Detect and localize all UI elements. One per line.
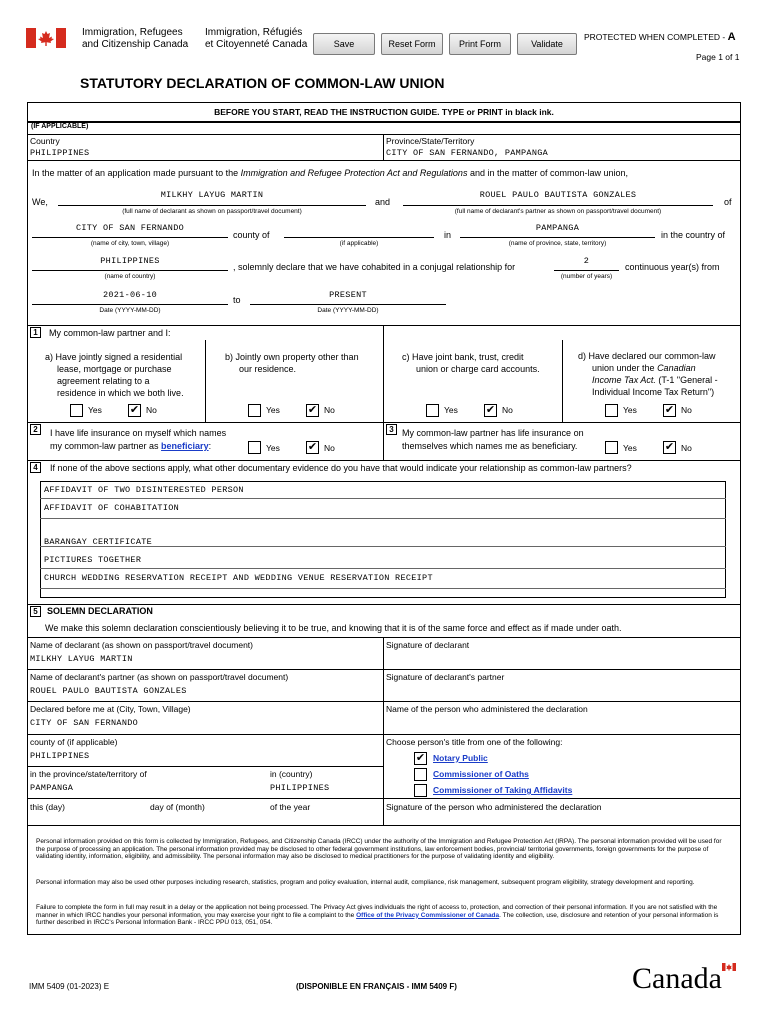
name-partner-label: Name of declarant's partner (as shown on passport/travel document): [30, 672, 289, 682]
country-label: Country: [30, 136, 60, 146]
s1d-line3-italic: Income Tax Act.: [592, 375, 656, 385]
agency-fr-line2: et Citoyenneté Canada: [205, 39, 308, 50]
declarant-name-note: (full name of declarant as shown on passport/travel document): [122, 208, 302, 215]
s3-no-checkbox[interactable]: ✔: [664, 441, 675, 453]
wordmark-flag-icon: [722, 963, 736, 971]
name-declarant-field[interactable]: MILKHY LAYUG MARTIN: [30, 654, 133, 664]
partner-name-note: (full name of declarant's partner as shown on passport/travel document): [454, 208, 662, 215]
from-date-field[interactable]: 2021-06-10: [102, 290, 157, 300]
in-country-field[interactable]: PHILIPPINES: [270, 783, 330, 793]
s1b-line1: b) Jointly own property other than: [225, 352, 359, 362]
s1b-no-checkbox[interactable]: ✔: [307, 404, 318, 416]
evidence-line-1: AFFIDAVIT OF TWO DISINTERESTED PERSON: [44, 485, 244, 495]
s2-no-checkbox[interactable]: ✔: [307, 441, 318, 453]
admin-signature-label: Signature of the person who administered the declaration: [386, 802, 602, 812]
s3-yes-label: Yes: [623, 443, 637, 453]
s1d-yes-label: Yes: [623, 405, 637, 415]
section-3-text: [402, 427, 584, 453]
form-title: STATUTORY DECLARATION OF COMMON-LAW UNION: [80, 75, 445, 91]
beneficiary-link[interactable]: beneficiary: [161, 441, 209, 451]
s1d-line2-italic: Canadian: [657, 363, 696, 373]
canada-wordmark-text: Canada: [632, 962, 722, 995]
county-label: county of (if applicable): [30, 737, 118, 747]
agency-name-fr: [205, 27, 307, 51]
this-day-label: this (day): [30, 802, 65, 812]
s3-line2: themselves which names me as beneficiary.: [402, 441, 578, 451]
s2-line2: my common-law partner as: [50, 441, 162, 451]
notary-public-link[interactable]: Notary Public: [433, 753, 488, 763]
s1d-yes-checkbox[interactable]: [605, 404, 618, 417]
province-s5-field[interactable]: PAMPANGA: [30, 783, 74, 793]
section-1b-text: [225, 351, 359, 375]
signature-partner-label: Signature of declarant's partner: [386, 672, 505, 682]
instruction-text: BEFORE YOU START, READ THE INSTRUCTION GUIDE. TYPE or PRINT in black ink.: [214, 107, 554, 117]
section-1a-text: [45, 351, 184, 399]
protected-letter: A: [727, 31, 736, 43]
s1d-no-checkbox[interactable]: ✔: [664, 404, 675, 416]
s3-no-label: No: [681, 443, 692, 453]
province-name-field[interactable]: PAMPANGA: [535, 223, 580, 233]
declared-before-label: Declared before me at (City, Town, Village): [30, 704, 191, 714]
s1a-no-label: No: [146, 405, 157, 415]
commissioner-affidavits-link[interactable]: Commissioner of Taking Affidavits: [433, 785, 573, 795]
county-of-label: county of: [233, 230, 270, 240]
s1a-line4: residence in which we both live.: [57, 388, 184, 398]
agency-fr-line1: Immigration, Réfugiés: [205, 27, 303, 38]
s1c-line2: union or charge card accounts.: [416, 364, 540, 374]
in-country-of-label: in the country of: [661, 230, 726, 240]
print-form-button[interactable]: Print Form: [449, 33, 511, 55]
agency-en-line1: Immigration, Refugees: [82, 27, 183, 38]
french-version-note: (DISPONIBLE EN FRANÇAIS - IMM 5409 F): [296, 982, 457, 991]
s1b-no-label: No: [324, 405, 335, 415]
validate-button[interactable]: Validate: [517, 33, 577, 55]
notary-public-checkbox[interactable]: ✔: [415, 752, 426, 764]
section-5-number: 5: [30, 606, 41, 617]
province-label: Province/State/Territory: [386, 136, 475, 146]
matter-post: and in the matter of common-law union,: [467, 168, 629, 178]
in-label: in: [444, 230, 452, 240]
solemn-declaration-text: We make this solemn declaration conscientiously believing it to be true, and knowing that it is of the same force and effect as if made under oath.: [45, 623, 622, 633]
section-4-number: 4: [30, 462, 41, 473]
if-applicable-label: (IF APPLICABLE): [31, 123, 89, 130]
evidence-line-4: BARANGAY CERTIFICATE: [44, 537, 153, 547]
s2-line1: I have life insurance on myself which names: [50, 428, 227, 438]
county-note: (if applicable): [339, 240, 379, 247]
s3-yes-checkbox[interactable]: [605, 441, 618, 454]
privacy-commissioner-link[interactable]: Office of the Privacy Commissioner of Canada: [356, 911, 500, 919]
to-date-note: Date (YYYY-MM-DD): [317, 307, 379, 314]
commissioner-oaths-checkbox[interactable]: [414, 768, 427, 781]
section-2-text: [50, 427, 226, 453]
section-3-number: 3: [386, 424, 397, 435]
s1b-line2: our residence.: [239, 364, 297, 374]
s2-yes-label: Yes: [266, 443, 280, 453]
s2-yes-checkbox[interactable]: [248, 441, 261, 454]
s1a-no-checkbox[interactable]: ✔: [129, 404, 140, 416]
s1c-no-label: No: [502, 405, 513, 415]
section-1d-text: [578, 350, 718, 398]
we-label: We,: [32, 197, 48, 207]
declared-before-field[interactable]: CITY OF SAN FERNANDO: [30, 718, 139, 728]
day-of-month-label: day of (month): [150, 802, 205, 812]
country-note: (name of country): [104, 273, 156, 280]
canada-flag-icon: [26, 28, 66, 48]
reset-form-button[interactable]: Reset Form: [381, 33, 443, 55]
name-partner-field[interactable]: ROUEL PAULO BAUTISTA GONZALES: [30, 686, 187, 696]
choose-title-label: Choose person's title from one of the following:: [386, 737, 563, 747]
section-2-number: 2: [30, 424, 41, 435]
privacy-para-3: [36, 904, 732, 927]
admin-name-label: Name of the person who administered the declaration: [386, 704, 588, 714]
province-field[interactable]: CITY OF SAN FERNANDO, PAMPANGA: [386, 148, 549, 158]
signature-declarant-label: Signature of declarant: [386, 640, 470, 650]
s1b-yes-checkbox[interactable]: [248, 404, 261, 417]
s1a-line2: lease, mortgage or purchase: [57, 364, 172, 374]
county-field[interactable]: [284, 237, 434, 238]
in-country-label: in (country): [270, 769, 313, 779]
commissioner-affidavits-checkbox[interactable]: [414, 784, 427, 797]
years-note: (number of years): [560, 273, 613, 280]
province-s5-label: in the province/state/territory of: [30, 769, 147, 779]
section-1-intro: My common-law partner and I:: [49, 328, 171, 338]
matter-pre: In the matter of an application made pursuant to the: [32, 168, 241, 178]
continuous-label: continuous year(s) from: [625, 262, 720, 272]
county-field-s5[interactable]: PHILIPPINES: [30, 751, 90, 761]
s2-colon: :: [208, 441, 212, 451]
form-code: IMM 5409 (01-2023) E: [29, 982, 110, 991]
evidence-line-5: PICTIURES TOGETHER: [44, 555, 142, 565]
agency-name-en: [82, 27, 188, 51]
s1a-line3: agreement relating to a: [57, 376, 150, 386]
partner-name-field[interactable]: ROUEL PAULO BAUTISTA GONZALES: [479, 190, 637, 200]
s1a-yes-label: Yes: [88, 405, 102, 415]
to-label: to: [233, 295, 241, 305]
declarant-name-field[interactable]: MILKHY LAYUG MARTIN: [160, 190, 264, 200]
privacy-para-3a: Failure to complete the form in full may result in a delay or the application not being processed. The Privacy Act gives individuals the right of access to, protection, and correction of their personal information. If you are not satisfied with the manner in which IRCC handles your personal information, you may exercise your right to file a complaint to the: [36, 904, 718, 919]
s1d-line1: d) Have declared our common-law: [578, 351, 716, 361]
city-note: (name of city, town, village): [90, 240, 170, 247]
country-field[interactable]: PHILIPPINES: [30, 148, 90, 158]
of-the-year-label: of the year: [270, 802, 311, 812]
solemnly-text: , solemnly declare that we have cohabited in a conjugal relationship for: [233, 262, 516, 272]
privacy-para-3b: . The collection, use, disclosure and retention of your personal information is further described in IRCC's Personal Information Bank - IRCC PPU 013, 051, 054.: [36, 911, 719, 926]
section-4-question: If none of the above sections apply, what other documentary evidence do you have that would indicate your relationship as common-law partners?: [50, 463, 632, 473]
province-note: (name of province, state, territory): [508, 240, 607, 247]
commissioner-oaths-link[interactable]: Commissioner of Oaths: [433, 769, 529, 779]
s1d-no-label: No: [681, 405, 692, 415]
s1a-yes-checkbox[interactable]: [70, 404, 83, 417]
evidence-line-2: AFFIDAVIT OF COHABITATION: [44, 503, 180, 513]
protected-label: [584, 31, 736, 43]
evidence-line-6: CHURCH WEDDING RESERVATION RECEIPT AND WEDDING VENUE RESERVATION RECEIPT: [44, 573, 433, 583]
s1d-line2: union under the: [592, 363, 658, 373]
save-button[interactable]: Save: [313, 33, 375, 55]
city-field[interactable]: CITY OF SAN FERNANDO: [75, 223, 185, 233]
s3-line1: My common-law partner has life insurance on: [402, 428, 584, 438]
from-date-note: Date (YYYY-MM-DD): [99, 307, 161, 314]
protected-text: PROTECTED WHEN COMPLETED -: [584, 32, 728, 42]
s1c-line1: c) Have joint bank, trust, credit: [402, 352, 524, 362]
s1c-yes-checkbox[interactable]: [426, 404, 439, 417]
to-date-field[interactable]: PRESENT: [329, 290, 367, 300]
of-label: of: [724, 197, 732, 207]
s1d-line3: (T-1 "General -: [655, 375, 718, 385]
s1b-yes-label: Yes: [266, 405, 280, 415]
section-1c-text: [402, 351, 540, 375]
and-label: and: [375, 197, 391, 207]
years-field[interactable]: 2: [583, 256, 590, 266]
matter-act: Immigration and Refugee Protection Act and Regulations: [240, 168, 468, 178]
name-declarant-label: Name of declarant (as shown on passport/travel document): [30, 640, 254, 650]
section-1-number: 1: [30, 327, 41, 338]
s1a-line1: a) Have jointly signed a residential: [45, 352, 183, 362]
s1c-no-checkbox[interactable]: ✔: [485, 404, 496, 416]
agency-en-line2: and Citizenship Canada: [82, 39, 189, 50]
s2-no-label: No: [324, 443, 335, 453]
s1c-yes-label: Yes: [444, 405, 458, 415]
page-number: Page 1 of 1: [696, 52, 740, 62]
country-name-field[interactable]: PHILIPPINES: [100, 256, 160, 266]
matter-text: [32, 168, 628, 178]
canada-wordmark: [632, 962, 722, 996]
s1d-line4: Individual Income Tax Return"): [592, 387, 715, 397]
privacy-para-1: Personal information provided on this form is collected by Immigration, Refugees, and Citizenship Canada (IRCC) under the authority of the Immigration and Refugee Protection Act (IRPA). The personal information provided will be used for the purpose of processing an application. The personal information provided may be disclosed to other federal government institutions, law enforcement bodies, provincial/ territorial governments, foreign governments for the purpose of validating identity, information, eligibility, and admissibility. The personal information may also be disclosed to medical practitioners for the purpose of validating identity and eligibility.: [36, 838, 722, 860]
section-5-title: SOLEMN DECLARATION: [47, 606, 153, 616]
privacy-para-2: Personal information may also be used other purposes including research, statistics, program and policy evaluation, internal audit, compliance, risk management, subsequent program eligibility, strategy development and reporting.: [36, 879, 695, 886]
